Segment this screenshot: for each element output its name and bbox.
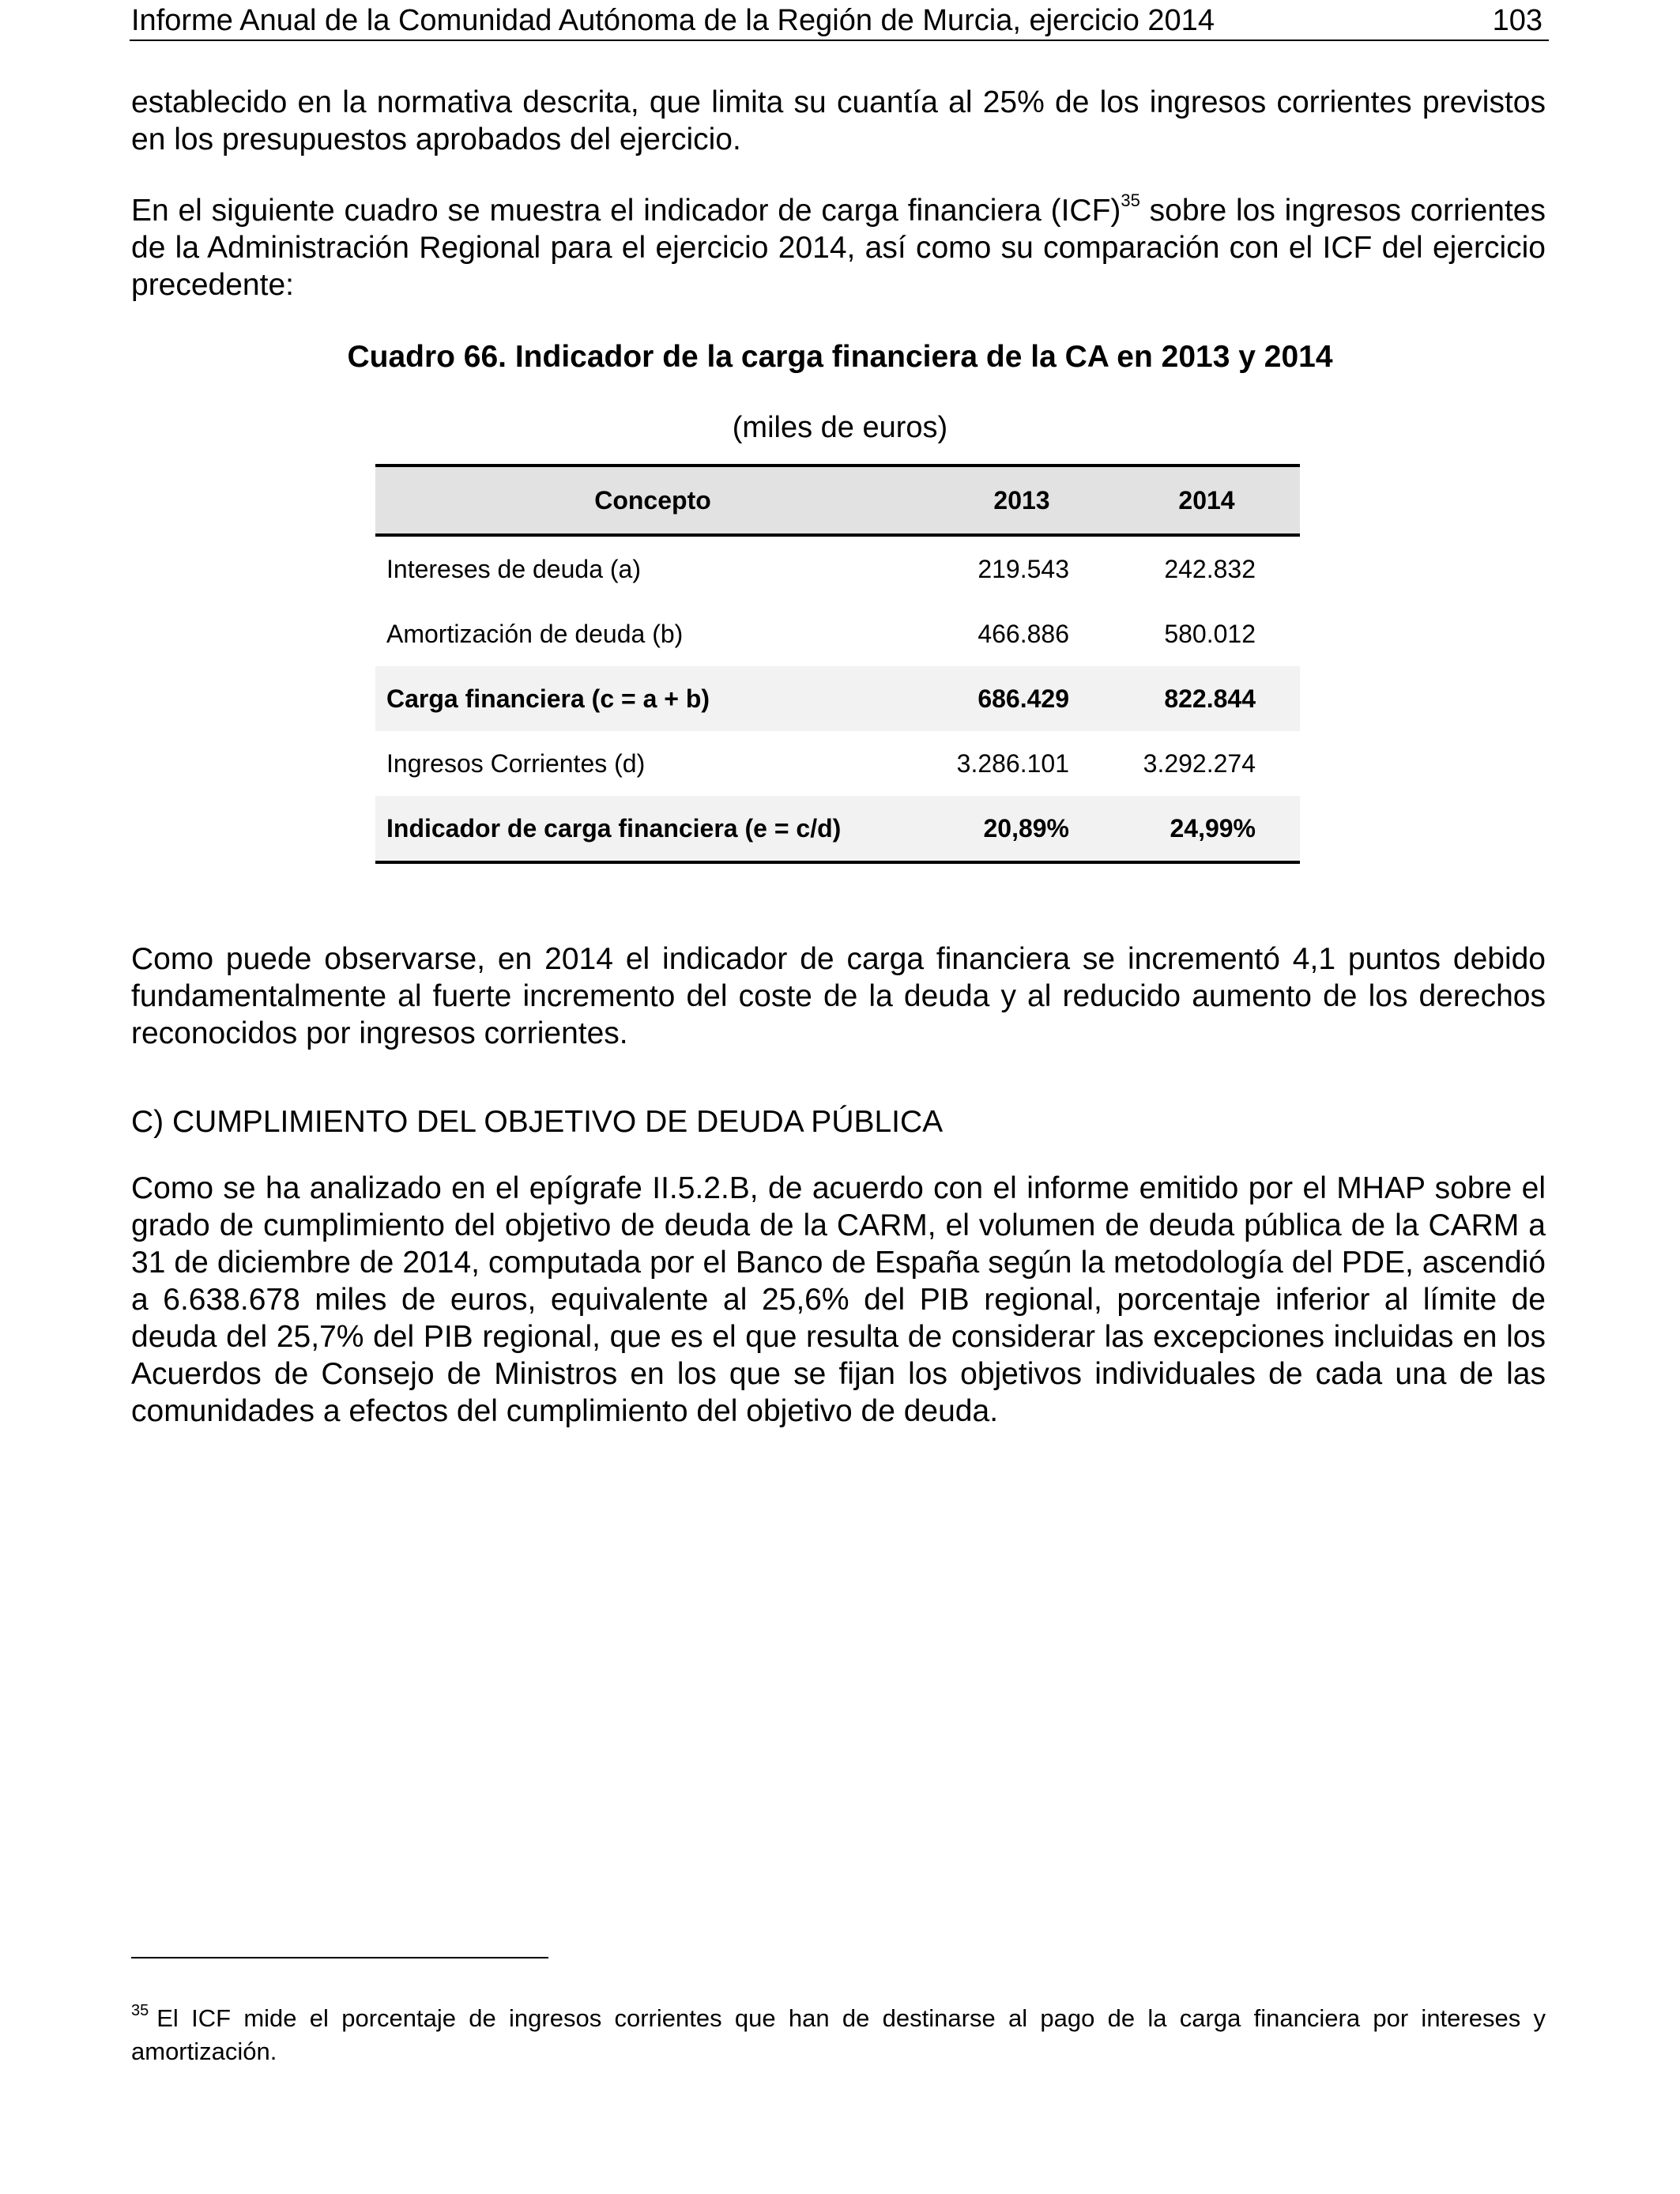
table-row [375,601,1300,666]
footnote-reference[interactable]: 35 [1121,190,1140,210]
value-2014: 580.012 [1164,619,1256,648]
value-2014: 24,99% [1113,796,1300,862]
table-caption: Cuadro 66. Indicador de la carga financiera de la CA en 2013 y 2014 [347,340,1333,374]
row-label: Indicador de carga financiera (e = c/d) [375,796,930,862]
value-2013: 3.286.101 [956,748,1069,778]
footnote-text: El ICF mide el porcentaje de ingresos corrientes que han de destinarse al pago de la carga financiera por intereses y amortización. [131,2004,1546,2065]
paragraph-4: Como se ha analizado en el epígrafe II.5.2.B, de acuerdo con el informe emitido por el MHAP sobre el grado de cumplimiento del objetivo de deuda de la CARM, el volumen de deuda pública de la CARM a 31 de diciembre de 2014, computada por el Banco de España según la metodología del PDE, ascendió a 6.638.678 miles de euros, equivalente al 25,6% del PIB regional, porcentaje inferior al límite de deuda del 25,7% del PIB regional, que es el que resulta de considerar las excepciones incluidas en los Acuerdos de Consejo de Ministros en los que se fijan los objetivos individuales de cada una de las comunidades a efectos del cumplimiento del objetivo de deuda. [131,1171,1546,1428]
page-header [130,5,1549,41]
column-header-2014: 2014 [1113,466,1300,535]
row-label: Carga financiera (c = a + b) [375,666,930,731]
value-2014: 242.832 [1164,554,1256,583]
footnote-divider [131,1957,548,1958]
table-row [375,535,1300,601]
table-subcaption: (miles de euros) [732,411,948,444]
footnote [131,2002,1546,2068]
paragraph-2 [131,192,1546,303]
value-2013: 219.543 [977,554,1069,583]
paragraph-1: establecido en la normativa descrita, que limita su cuantía al 25% de los ingresos corrientes previstos en los presupuestos aprobados del ejercicio. [131,85,1546,156]
value-2013: 20,89% [930,796,1113,862]
header-title: Informe Anual de la Comunidad Autónoma de la Región de Murcia, ejercicio 2014 [131,4,1215,37]
table-row-highlighted [375,796,1300,862]
value-2013: 466.886 [977,619,1069,648]
value-2014: 822.844 [1113,666,1300,731]
table-header-row [375,466,1300,535]
column-header-concepto: Concepto [375,466,930,535]
table-row [375,731,1300,796]
table-row-highlighted [375,666,1300,731]
paragraph-3: Como puede observarse, en 2014 el indicador de carga financiera se incrementó 4,1 puntos debido fundamentalmente al fuerte incremento del coste de la deuda y al reducido aumento de los derechos reconocidos por ingresos corrientes. [131,942,1546,1050]
footnote-number: 35 [131,2002,149,2019]
value-2013: 686.429 [930,666,1113,731]
column-header-2013: 2013 [930,466,1113,535]
section-heading: C) CUMPLIMIENTO DEL OBJETIVO DE DEUDA PÚBLICA [131,1105,944,1139]
row-label: Amortización de deuda (b) [386,619,684,648]
row-label: Ingresos Corrientes (d) [386,748,646,778]
paragraph-2-text-a: En el siguiente cuadro se muestra el indicador de carga financiera (ICF) [131,194,1121,228]
page-number: 103 [1492,4,1543,37]
paragraph-2-text-b: sobre los ingresos corrientes de la Administración Regional para el ejercicio 2014, así como su comparación con el ICF del ejercicio precedente: [131,194,1546,302]
value-2014: 3.292.274 [1143,748,1256,778]
row-label: Intereses de deuda (a) [386,554,641,583]
financial-burden-table [375,464,1300,864]
